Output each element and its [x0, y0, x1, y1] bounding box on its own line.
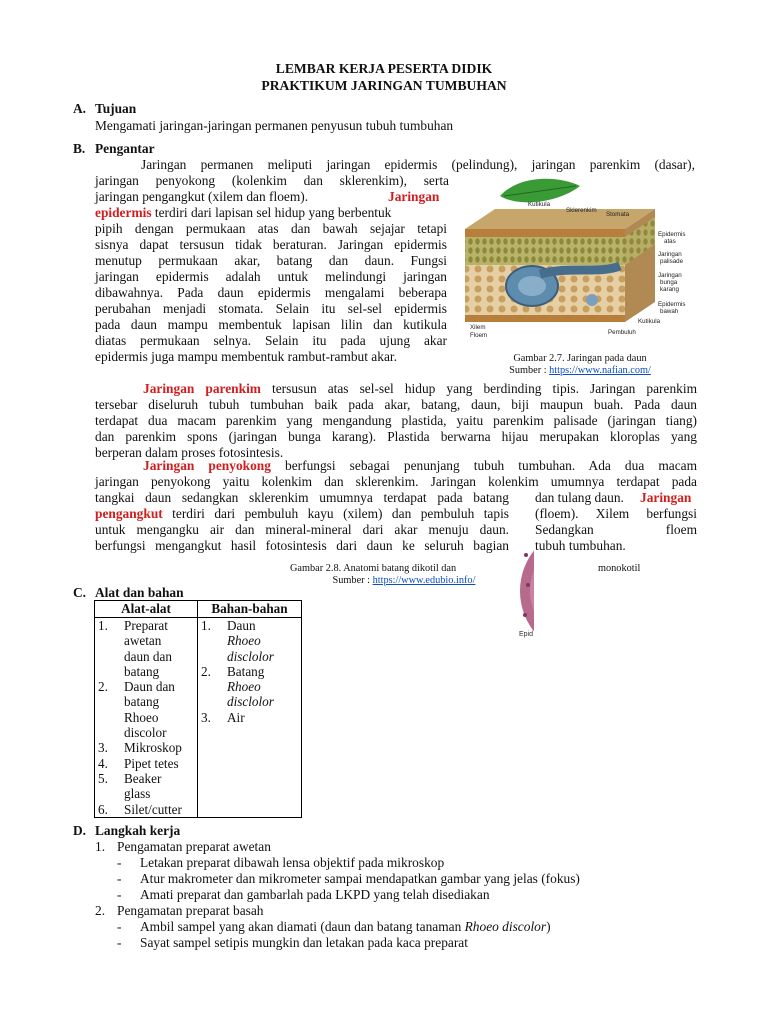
penyokong-line: untuk mengangku air dan mineral-mineral dari akar menuju daun. — [95, 522, 509, 537]
penyokong-line — [95, 458, 697, 474]
list-number: 2. — [98, 679, 108, 695]
list-item-text: glass — [124, 786, 151, 802]
list-item-text: Beaker — [124, 770, 162, 786]
fig1-label: Epidermis — [658, 231, 686, 238]
step-title: Pengamatan preparat awetan — [117, 839, 271, 854]
list-item — [201, 664, 298, 710]
step-item: Sayat sampel setipis mungkin dan letakan pada kaca preparat — [140, 935, 468, 950]
section-d-letter: D. — [73, 823, 87, 838]
step-item — [140, 919, 551, 935]
list-item — [98, 802, 194, 817]
table-header-row — [95, 601, 302, 618]
fig1-label: Stomata — [606, 211, 630, 218]
parenkim-line — [95, 381, 697, 397]
list-item-text: Silet/cutter — [124, 801, 182, 817]
intro-line: Jaringan permanen meliputi jaringan epidermis (pelindung), jaringan parenkim (dasar), — [141, 157, 695, 172]
fig1-label: Pembuluh — [608, 329, 636, 336]
fig1-label: Kutikula — [528, 201, 551, 208]
section-b-letter: B. — [73, 141, 86, 156]
species-name: Rhoeo — [227, 679, 261, 695]
list-number: 2. — [201, 663, 211, 679]
list-item-text: Daun — [227, 618, 256, 633]
parenkim-line: dan parenkim spons (jaringan bunga karang). Plastida berwarna hijau merupakan kloroplas yang — [95, 429, 697, 444]
term-jaringan-epidermis: Jaringan — [388, 189, 440, 204]
list-number: 3. — [98, 740, 108, 756]
intro-line: menutup permukaan akar, batang dan daun. Fungsi — [95, 253, 447, 268]
list-item-text: Mikroskop — [124, 740, 182, 756]
section-a-letter: A. — [73, 101, 87, 116]
penyokong-line: tubuh tumbuhan. — [535, 538, 626, 553]
tools-materials-table — [94, 600, 302, 818]
step-text: Ambil sampel yang akan diamati (daun dan batang tanaman — [140, 919, 465, 934]
list-item-text: Air — [227, 709, 245, 725]
step-number: 1. — [95, 839, 106, 854]
term-jaringan-pengangkut: Jaringan — [640, 490, 692, 505]
parenkim-line: berperan dalam proses fotosintesis. — [95, 445, 284, 460]
section-c-heading: Alat dan bahan — [95, 585, 184, 600]
fig1-label: palisade — [660, 258, 684, 265]
section-c-letter: C. — [73, 585, 87, 600]
dash: - — [117, 871, 122, 886]
penyokong-text: berfungsi sebagai penunjang tubuh tumbuhan. Ada dua macam — [270, 458, 698, 473]
species-name: Rhoeo discolor — [464, 919, 547, 934]
list-item — [98, 771, 194, 802]
figure1-source — [455, 365, 705, 376]
list-item — [98, 618, 194, 679]
fig1-label: karang — [660, 286, 679, 293]
dash: - — [117, 919, 122, 934]
intro-line: jaringan penyokong (kolenkim dan sklerenkim), serta — [95, 173, 449, 188]
penyokong-line: tangkai daun sedangkan sklerenkim umumnya terdapat pada batang — [95, 490, 509, 505]
species-name: disclolor — [227, 648, 274, 664]
dash: - — [117, 887, 122, 902]
penyokong-text: terdiri dari pembuluh kayu (xilem) dan pembuluh tapis — [162, 506, 509, 521]
dash: - — [117, 855, 122, 870]
materials-cell — [198, 618, 302, 818]
list-item-text: Batang — [227, 663, 265, 679]
source-label: Sumber : — [509, 365, 550, 376]
figure2-source-link[interactable]: https://www.edubio.info/ — [372, 575, 476, 586]
intro-line: sisnya dapat tersusun tidak beraturan. Jaringan epidermis — [95, 237, 447, 252]
list-item-text: batang — [124, 694, 160, 710]
step-number: 2. — [95, 903, 106, 918]
section-a-text: Mengamati jaringan-jaringan permanen penyusun tubuh tumbuhan — [95, 118, 454, 133]
list-item — [201, 618, 298, 664]
step-text: ) — [546, 919, 551, 934]
species-name: Rhoeo — [227, 633, 261, 649]
term-jaringan-parenkim: Jaringan parenkim — [143, 381, 261, 396]
figure2-caption: Gambar 2.8. Anatomi batang dikotil dan — [290, 563, 457, 574]
figure1-caption: Gambar 2.7. Jaringan pada daun — [513, 353, 647, 364]
table-row — [95, 618, 302, 818]
intro-line: perubahan menjadi stomata. Selain itu sel-sel epidermis — [95, 301, 447, 316]
stem-anatomy-figure — [518, 525, 534, 657]
list-number: 1. — [98, 618, 108, 633]
intro-line: jaringan pengangkut (xilem dan floem). — [95, 189, 309, 204]
fig1-label: bawah — [660, 308, 679, 315]
document-subtitle: PRAKTIKUM JARINGAN TUMBUHAN — [261, 78, 507, 93]
penyokong-line: Sedangkan floem — [535, 522, 697, 537]
parenkim-line: tersebar diseluruh tubuh tumbuhan baik pada akar, batang, daun, biji maupun buah. Pada daun — [95, 397, 697, 412]
section-a-heading: Tujuan — [95, 101, 137, 116]
list-item — [98, 756, 194, 771]
fig1-label: Jaringan — [658, 251, 682, 258]
list-item-text: Rhoeo — [124, 709, 159, 725]
list-item-text: awetan — [124, 633, 162, 649]
materials-header: Bahan-bahan — [198, 601, 302, 618]
dash: - — [117, 935, 122, 950]
step-title: Pengamatan preparat basah — [117, 903, 264, 918]
list-item-text: batang — [124, 663, 160, 679]
section-d-heading: Langkah kerja — [95, 823, 181, 838]
list-number: 3. — [201, 709, 211, 725]
fig1-label: Kutikula — [638, 318, 661, 325]
list-item-text: daun dan — [124, 648, 172, 664]
penyokong-line: dan tulang daun. — [535, 490, 624, 505]
list-number: 4. — [98, 755, 108, 771]
intro-line: epidermis juga mampu membentuk rambut-rambut akar. — [95, 349, 397, 364]
intro-line: dibawahnya. Pada daun epidermis mengalami beberapa — [95, 285, 447, 300]
fig1-label: Jaringan — [658, 272, 682, 279]
tools-header: Alat-alat — [95, 601, 198, 618]
figure1-source-link[interactable]: https://www.nafian.com/ — [549, 365, 651, 376]
term-epidermis: epidermis — [95, 205, 152, 220]
intro-line: pipih dengan permukaan atas dan bawah sejajar tetapi — [95, 221, 447, 236]
parenkim-line: terdapat dua macam parenkim yang mengandung plastida, yaitu parenkim palisade (jaringan tiang) — [95, 413, 697, 428]
species-name: disclolor — [227, 694, 274, 710]
list-item-text: discolor — [124, 725, 167, 741]
source-label: Sumber : — [332, 575, 373, 586]
penyokong-line: jaringan penyokong yaitu kolenkim dan sklerenkim. Jaringan kolenkim umumnya terdapat pada — [95, 474, 697, 489]
list-number: 5. — [98, 770, 108, 786]
leaf-cross-section-illustration — [460, 174, 700, 344]
fig1-label: Sklerenkim — [566, 207, 597, 214]
figure2-source — [290, 575, 518, 586]
list-item — [98, 679, 194, 740]
fig1-label: Xilem — [470, 324, 486, 331]
leaf-tissue-figure — [460, 174, 700, 344]
fig2-label: Epid — [519, 631, 534, 638]
step-item: Atur makrometer dan mikrometer sampai mendapatkan gambar yang jelas (fokus) — [140, 871, 580, 886]
fig1-label: Floem — [470, 332, 488, 339]
list-number: 6. — [98, 801, 108, 817]
document-title: LEMBAR KERJA PESERTA DIDIK — [275, 61, 493, 76]
intro-line: diatas permukaan selnya. Selain itu pada ujung akar — [95, 333, 447, 348]
penyokong-line: berfungsi mengangkut hasil fotosintesis dari daun ke seluruh bagian — [95, 538, 509, 553]
penyokong-line: (floem). Xilem berfungsi — [535, 506, 697, 521]
fig1-label: bunga — [660, 279, 678, 286]
list-item-text: Daun dan — [124, 679, 175, 695]
fig1-label: atas — [664, 238, 676, 245]
term-pengangkut: pengangkut — [95, 506, 163, 521]
list-item-text: Pipet tetes — [124, 755, 179, 771]
list-item-text: Preparat — [124, 618, 168, 633]
list-item — [201, 710, 298, 725]
penyokong-line — [95, 506, 509, 522]
fig1-label: Epidermis — [658, 301, 686, 308]
step-item: Amati preparat dan gambarlah pada LKPD yang telah disediakan — [140, 887, 490, 902]
section-b-heading: Pengantar — [95, 141, 155, 156]
tools-cell — [95, 618, 198, 818]
list-item — [98, 740, 194, 755]
tools-list — [98, 618, 194, 817]
step-item: Letakan preparat dibawah lensa objektif pada mikroskop — [140, 855, 445, 870]
list-number: 1. — [201, 618, 211, 633]
term-jaringan-penyokong: Jaringan penyokong — [143, 458, 271, 473]
intro-line — [95, 205, 391, 221]
materials-list — [201, 618, 298, 725]
parenkim-text: tersusun atas sel-sel hidup yang berdinding tipis. Jaringan parenkim — [260, 381, 697, 396]
intro-text: terdiri dari lapisan sel hidup yang berbentuk — [151, 205, 392, 220]
intro-line: jaringan epidermis adalah untuk melindungi jaringan — [95, 269, 447, 284]
intro-line: pada daun mampu membentuk lapisan lilin dan kutikula — [95, 317, 447, 332]
figure2-caption-end: monokotil — [598, 563, 641, 574]
